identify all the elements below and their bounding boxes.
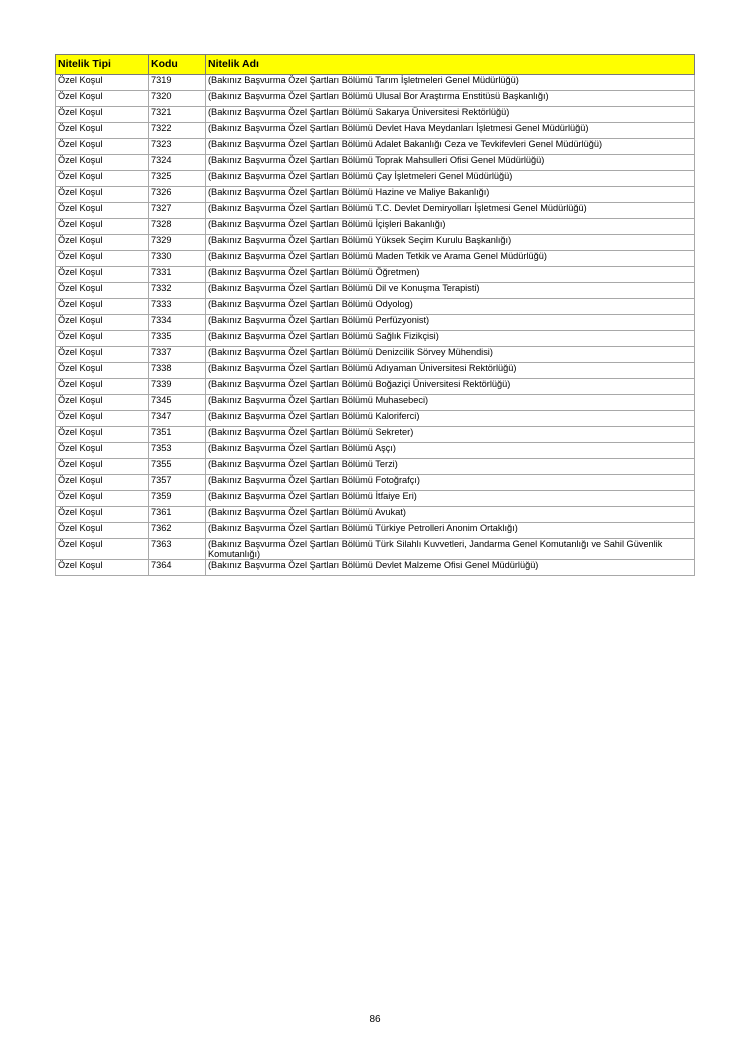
- cell-nitelik-adi: (Bakınız Başvurma Özel Şartları Bölümü Maden Tetkik ve Arama Genel Müdürlüğü): [206, 251, 695, 267]
- table-row: [56, 363, 695, 379]
- cell-kodu: 7359: [149, 491, 206, 507]
- table-row: [56, 315, 695, 331]
- table-body: [56, 75, 695, 576]
- cell-kodu: 7327: [149, 203, 206, 219]
- cell-nitelik-tipi: Özel Koşul: [56, 283, 149, 299]
- table-row: [56, 91, 695, 107]
- cell-nitelik-tipi: Özel Koşul: [56, 299, 149, 315]
- cell-nitelik-tipi: Özel Koşul: [56, 395, 149, 411]
- cell-nitelik-tipi: Özel Koşul: [56, 475, 149, 491]
- table-row: [56, 171, 695, 187]
- cell-nitelik-tipi: Özel Koşul: [56, 251, 149, 267]
- cell-nitelik-adi: (Bakınız Başvurma Özel Şartları Bölümü Sağlık Fizikçisi): [206, 331, 695, 347]
- cell-nitelik-adi: (Bakınız Başvurma Özel Şartları Bölümü Türk Silahlı Kuvvetleri, Jandarma Genel Komutanlığı ve Sahil Güvenlik Komutanlığı): [206, 539, 695, 560]
- table-row: [56, 267, 695, 283]
- header-nitelik-tipi: Nitelik Tipi: [56, 55, 149, 75]
- cell-nitelik-tipi: Özel Koşul: [56, 107, 149, 123]
- cell-nitelik-adi: (Bakınız Başvurma Özel Şartları Bölümü İtfaiye Eri): [206, 491, 695, 507]
- table-row: [56, 491, 695, 507]
- cell-kodu: 7320: [149, 91, 206, 107]
- cell-nitelik-tipi: Özel Koşul: [56, 411, 149, 427]
- cell-nitelik-adi: (Bakınız Başvurma Özel Şartları Bölümü Türkiye Petrolleri Anonim Ortaklığı): [206, 523, 695, 539]
- cell-kodu: 7326: [149, 187, 206, 203]
- table-row: [56, 347, 695, 363]
- table-row: [56, 75, 695, 91]
- cell-kodu: 7324: [149, 155, 206, 171]
- cell-nitelik-tipi: Özel Koşul: [56, 379, 149, 395]
- cell-nitelik-adi: (Bakınız Başvurma Özel Şartları Bölümü Adıyaman Üniversitesi Rektörlüğü): [206, 363, 695, 379]
- cell-nitelik-adi: (Bakınız Başvurma Özel Şartları Bölümü Avukat): [206, 507, 695, 523]
- cell-kodu: 7334: [149, 315, 206, 331]
- cell-nitelik-tipi: Özel Koşul: [56, 139, 149, 155]
- cell-nitelik-adi: (Bakınız Başvurma Özel Şartları Bölümü Denizcilik Sörvey Mühendisi): [206, 347, 695, 363]
- cell-kodu: 7323: [149, 139, 206, 155]
- cell-kodu: 7364: [149, 560, 206, 576]
- cell-nitelik-adi: (Bakınız Başvurma Özel Şartları Bölümü Hazine ve Maliye Bakanlığı): [206, 187, 695, 203]
- header-nitelik-adi: Nitelik Adı: [206, 55, 695, 75]
- table-row: [56, 187, 695, 203]
- cell-kodu: 7338: [149, 363, 206, 379]
- cell-nitelik-adi: (Bakınız Başvurma Özel Şartları Bölümü Toprak Mahsulleri Ofisi Genel Müdürlüğü): [206, 155, 695, 171]
- cell-kodu: 7363: [149, 539, 206, 560]
- cell-kodu: 7351: [149, 427, 206, 443]
- cell-nitelik-adi: (Bakınız Başvurma Özel Şartları Bölümü Yüksek Seçim Kurulu Başkanlığı): [206, 235, 695, 251]
- cell-kodu: 7330: [149, 251, 206, 267]
- cell-kodu: 7322: [149, 123, 206, 139]
- cell-kodu: 7319: [149, 75, 206, 91]
- table-row: [56, 507, 695, 523]
- cell-kodu: 7332: [149, 283, 206, 299]
- cell-kodu: 7347: [149, 411, 206, 427]
- cell-nitelik-tipi: Özel Koşul: [56, 363, 149, 379]
- cell-nitelik-tipi: Özel Koşul: [56, 459, 149, 475]
- cell-nitelik-adi: (Bakınız Başvurma Özel Şartları Bölümü Terzi): [206, 459, 695, 475]
- cell-kodu: 7337: [149, 347, 206, 363]
- cell-nitelik-adi: (Bakınız Başvurma Özel Şartları Bölümü Tarım İşletmeleri Genel Müdürlüğü): [206, 75, 695, 91]
- cell-nitelik-adi: (Bakınız Başvurma Özel Şartları Bölümü Sakarya Üniversitesi Rektörlüğü): [206, 107, 695, 123]
- cell-nitelik-adi: (Bakınız Başvurma Özel Şartları Bölümü Fotoğrafçı): [206, 475, 695, 491]
- table-row: [56, 107, 695, 123]
- table-row: [56, 123, 695, 139]
- cell-nitelik-tipi: Özel Koşul: [56, 219, 149, 235]
- cell-nitelik-tipi: Özel Koşul: [56, 560, 149, 576]
- table-row: [56, 139, 695, 155]
- cell-nitelik-adi: (Bakınız Başvurma Özel Şartları Bölümü Çay İşletmeleri Genel Müdürlüğü): [206, 171, 695, 187]
- qualification-table: [55, 54, 695, 576]
- table-row: [56, 411, 695, 427]
- cell-nitelik-adi: (Bakınız Başvurma Özel Şartları Bölümü Adalet Bakanlığı Ceza ve Tevkifevleri Genel Müdürlüğü): [206, 139, 695, 155]
- cell-nitelik-adi: (Bakınız Başvurma Özel Şartları Bölümü Dil ve Konuşma Terapisti): [206, 283, 695, 299]
- cell-nitelik-tipi: Özel Koşul: [56, 539, 149, 560]
- table-row: [56, 379, 695, 395]
- table-row: [56, 219, 695, 235]
- cell-kodu: 7355: [149, 459, 206, 475]
- cell-nitelik-tipi: Özel Koşul: [56, 75, 149, 91]
- cell-kodu: 7353: [149, 443, 206, 459]
- table-row: [56, 523, 695, 539]
- cell-kodu: 7339: [149, 379, 206, 395]
- cell-nitelik-adi: (Bakınız Başvurma Özel Şartları Bölümü Aşçı): [206, 443, 695, 459]
- table-row: [56, 427, 695, 443]
- table-row: [56, 475, 695, 491]
- cell-kodu: 7331: [149, 267, 206, 283]
- cell-kodu: 7335: [149, 331, 206, 347]
- cell-nitelik-tipi: Özel Koşul: [56, 91, 149, 107]
- cell-nitelik-tipi: Özel Koşul: [56, 443, 149, 459]
- cell-kodu: 7329: [149, 235, 206, 251]
- cell-nitelik-tipi: Özel Koşul: [56, 155, 149, 171]
- table-row: [56, 299, 695, 315]
- cell-nitelik-adi: (Bakınız Başvurma Özel Şartları Bölümü Boğaziçi Üniversitesi Rektörlüğü): [206, 379, 695, 395]
- cell-nitelik-tipi: Özel Koşul: [56, 427, 149, 443]
- cell-nitelik-adi: (Bakınız Başvurma Özel Şartları Bölümü T.C. Devlet Demiryolları İşletmesi Genel Müdürlüğü): [206, 203, 695, 219]
- cell-nitelik-tipi: Özel Koşul: [56, 331, 149, 347]
- cell-nitelik-adi: (Bakınız Başvurma Özel Şartları Bölümü Kaloriferci): [206, 411, 695, 427]
- page-number: 86: [369, 1014, 381, 1025]
- cell-nitelik-adi: (Bakınız Başvurma Özel Şartları Bölümü Devlet Hava Meydanları İşletmesi Genel Müdürlüğü): [206, 123, 695, 139]
- cell-kodu: 7328: [149, 219, 206, 235]
- table-row: [56, 155, 695, 171]
- cell-nitelik-adi: (Bakınız Başvurma Özel Şartları Bölümü Perfüzyonist): [206, 315, 695, 331]
- table-row: [56, 251, 695, 267]
- table-row: [56, 459, 695, 475]
- cell-nitelik-adi: (Bakınız Başvurma Özel Şartları Bölümü Öğretmen): [206, 267, 695, 283]
- cell-kodu: 7357: [149, 475, 206, 491]
- table-row: [56, 235, 695, 251]
- cell-nitelik-adi: (Bakınız Başvurma Özel Şartları Bölümü Devlet Malzeme Ofisi Genel Müdürlüğü): [206, 560, 695, 576]
- cell-nitelik-adi: (Bakınız Başvurma Özel Şartları Bölümü Odyolog): [206, 299, 695, 315]
- table-row: [56, 331, 695, 347]
- cell-kodu: 7361: [149, 507, 206, 523]
- cell-nitelik-tipi: Özel Koşul: [56, 347, 149, 363]
- table-row: [56, 283, 695, 299]
- cell-kodu: 7362: [149, 523, 206, 539]
- table-row: [56, 203, 695, 219]
- table-row: [56, 560, 695, 576]
- cell-nitelik-adi: (Bakınız Başvurma Özel Şartları Bölümü Ulusal Bor Araştırma Enstitüsü Başkanlığı): [206, 91, 695, 107]
- cell-nitelik-tipi: Özel Koşul: [56, 123, 149, 139]
- cell-nitelik-tipi: Özel Koşul: [56, 523, 149, 539]
- cell-kodu: 7325: [149, 171, 206, 187]
- header-kodu: Kodu: [149, 55, 206, 75]
- cell-nitelik-adi: (Bakınız Başvurma Özel Şartları Bölümü İçişleri Bakanlığı): [206, 219, 695, 235]
- cell-kodu: 7321: [149, 107, 206, 123]
- cell-nitelik-adi: (Bakınız Başvurma Özel Şartları Bölümü Sekreter): [206, 427, 695, 443]
- cell-nitelik-adi: (Bakınız Başvurma Özel Şartları Bölümü Muhasebeci): [206, 395, 695, 411]
- table-row: [56, 395, 695, 411]
- cell-nitelik-tipi: Özel Koşul: [56, 267, 149, 283]
- cell-kodu: 7333: [149, 299, 206, 315]
- table-row: [56, 539, 695, 560]
- cell-nitelik-tipi: Özel Koşul: [56, 235, 149, 251]
- cell-nitelik-tipi: Özel Koşul: [56, 491, 149, 507]
- cell-nitelik-tipi: Özel Koşul: [56, 203, 149, 219]
- table-row: [56, 443, 695, 459]
- cell-nitelik-tipi: Özel Koşul: [56, 507, 149, 523]
- cell-nitelik-tipi: Özel Koşul: [56, 171, 149, 187]
- cell-nitelik-tipi: Özel Koşul: [56, 315, 149, 331]
- table-header-row: [56, 55, 695, 75]
- cell-nitelik-tipi: Özel Koşul: [56, 187, 149, 203]
- cell-kodu: 7345: [149, 395, 206, 411]
